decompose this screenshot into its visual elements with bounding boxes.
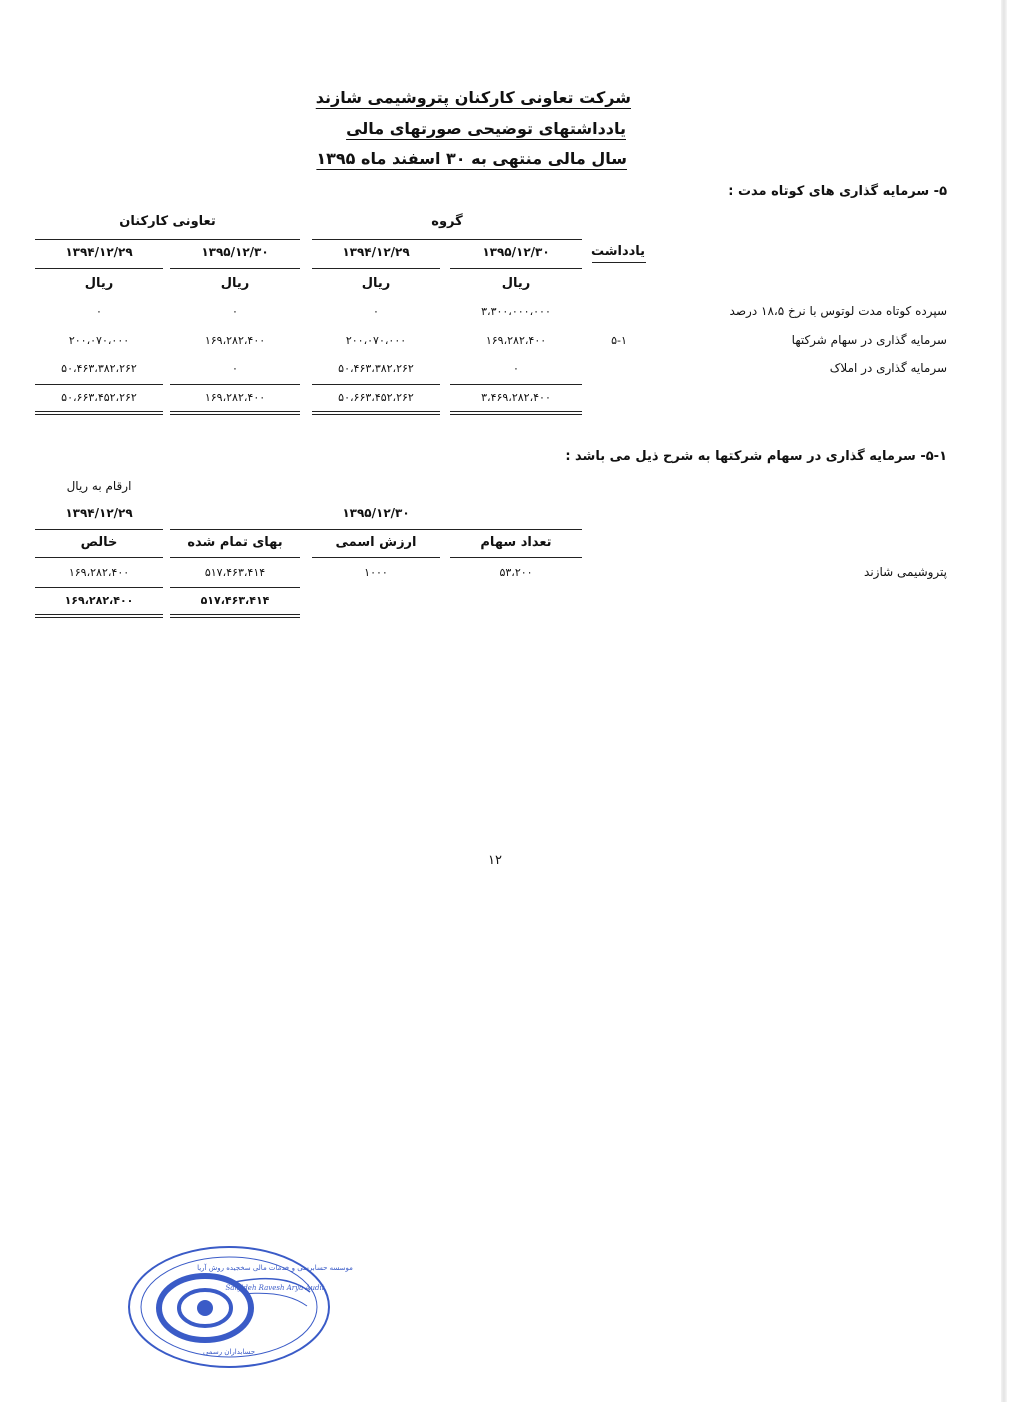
date-header-group-current: ۱۳۹۵/۱۲/۳۰	[482, 245, 550, 259]
page-number: ۱۲	[488, 853, 502, 868]
total-cell: ۵۰،۶۶۳،۴۵۲،۲۶۲	[61, 391, 137, 404]
total-double-rule	[35, 614, 163, 618]
section-5-1-heading: ۵-۱- سرمایه گذاری در سهام شرکتها به شرح ذیل می باشد :	[565, 449, 947, 464]
table-cell: ۵۰،۴۶۳،۳۸۲،۲۶۲	[338, 362, 414, 375]
date-header-current: ۱۳۹۵/۱۲/۳۰	[342, 506, 410, 520]
date-rule-4	[35, 268, 163, 269]
table-cell: ۰	[232, 305, 238, 318]
total-rule	[170, 384, 300, 385]
col-header-rule	[312, 557, 440, 558]
total-rule	[35, 384, 163, 385]
table-cell: ۱۶۹،۲۸۲،۴۰۰	[485, 334, 547, 347]
col-header-share-count: تعداد سهام	[480, 535, 552, 550]
auditor-stamp-icon	[125, 1242, 353, 1372]
row-label-shares-investment: سرمایه گذاری در سهام شرکتها	[791, 333, 947, 347]
unit-label: ریال	[84, 276, 114, 291]
coop-header: تعاونی کارکنان	[119, 214, 216, 229]
table-cell: ۲۰۰،۰۷۰،۰۰۰	[345, 334, 407, 347]
page-edge-shadow	[1001, 0, 1007, 1402]
stamp-text-bottom: حسابداران رسمی	[202, 1348, 256, 1356]
table-cell: ۱۰۰۰	[364, 566, 388, 579]
prior-period-rule	[35, 529, 163, 530]
total-rule	[450, 384, 582, 385]
total-cell-cost: ۵۱۷،۴۶۳،۴۱۴	[200, 594, 270, 607]
coop-header-rule	[35, 239, 300, 240]
stamp-text-latin: Sanjideh Ravesh Arya Audit	[225, 1284, 325, 1292]
table-cell: ۲۰۰،۰۷۰،۰۰۰	[68, 334, 130, 347]
amounts-unit-note: ارقام به ریال	[66, 479, 132, 493]
company-title: شرکت تعاونی کارکنان پتروشیمی شازند	[315, 88, 631, 107]
date-header-group-prior: ۱۳۹۴/۱۲/۲۹	[342, 245, 410, 259]
total-rule	[35, 587, 163, 588]
table-cell: ۱۶۹،۲۸۲،۴۰۰	[68, 566, 130, 579]
table-cell: ۰	[513, 362, 519, 375]
table-cell: ۰	[373, 305, 379, 318]
group-header-rule	[312, 239, 582, 240]
table-cell: ۳،۳۰۰،۰۰۰،۰۰۰	[481, 305, 551, 318]
date-header-prior: ۱۳۹۴/۱۲/۲۹	[65, 506, 133, 520]
table-cell: ۰	[96, 305, 102, 318]
note-column-header: یادداشت	[590, 244, 646, 259]
total-cell: ۳،۴۶۹،۲۸۲،۴۰۰	[481, 391, 551, 404]
section-5-heading: ۵- سرمایه گذاری های کوتاه مدت :	[728, 184, 947, 199]
table-cell: ۵۰،۴۶۳،۳۸۲،۲۶۲	[61, 362, 137, 375]
col-header-nominal-value: ارزش اسمی	[335, 535, 417, 550]
stamp-text-top: موسسه حسابرسی و خدمات مالی سخجیده روش آریا	[197, 1264, 353, 1272]
col-header-cost: بهای تمام شده	[187, 535, 283, 550]
unit-label: ریال	[501, 276, 531, 291]
date-header-coop-current: ۱۳۹۵/۱۲/۳۰	[201, 245, 269, 259]
date-rule-3	[170, 268, 300, 269]
note-ref-5-1: ۵-۱	[611, 334, 627, 347]
table-cell: ۵۱۷،۴۶۳،۴۱۴	[204, 566, 266, 579]
total-double-rule	[170, 614, 300, 618]
group-header: گروه	[431, 214, 463, 229]
date-rule-2	[312, 268, 440, 269]
total-double-rule	[170, 411, 300, 415]
col-header-rule	[35, 557, 163, 558]
unit-label: ریال	[220, 276, 250, 291]
fiscal-period: سال مالی منتهی به ۳۰ اسفند ماه ۱۳۹۵	[316, 149, 627, 168]
total-double-rule	[450, 411, 582, 415]
row-label-lotus-deposit: سپرده کوتاه مدت لوتوس با نرخ ۱۸،۵ درصد	[729, 304, 947, 318]
unit-label: ریال	[361, 276, 391, 291]
row-label-property-investment: سرمایه گذاری در املاک	[829, 361, 947, 375]
table-cell: ۱۶۹،۲۸۲،۴۰۰	[204, 334, 266, 347]
date-header-coop-prior: ۱۳۹۴/۱۲/۲۹	[65, 245, 133, 259]
total-cell: ۵۰،۶۶۳،۴۵۲،۲۶۲	[338, 391, 414, 404]
total-rule	[170, 587, 300, 588]
total-double-rule	[35, 411, 163, 415]
col-header-net: خالص	[80, 535, 118, 550]
col-header-rule	[450, 557, 582, 558]
total-rule	[312, 384, 440, 385]
col-header-rule	[170, 557, 300, 558]
row-label-shazand-petrochemical: پتروشیمی شازند	[864, 565, 947, 579]
total-cell-net: ۱۶۹،۲۸۲،۴۰۰	[64, 594, 134, 607]
note-header-underline	[592, 262, 646, 263]
table-cell: ۵۳،۲۰۰	[499, 566, 533, 579]
total-cell: ۱۶۹،۲۸۲،۴۰۰	[204, 391, 266, 404]
total-double-rule	[312, 411, 440, 415]
table-cell: ۰	[232, 362, 238, 375]
statement-subtitle: یادداشتهای توضیحی صورتهای مالی	[346, 119, 626, 138]
current-period-rule	[170, 529, 582, 530]
date-rule-1	[450, 268, 582, 269]
